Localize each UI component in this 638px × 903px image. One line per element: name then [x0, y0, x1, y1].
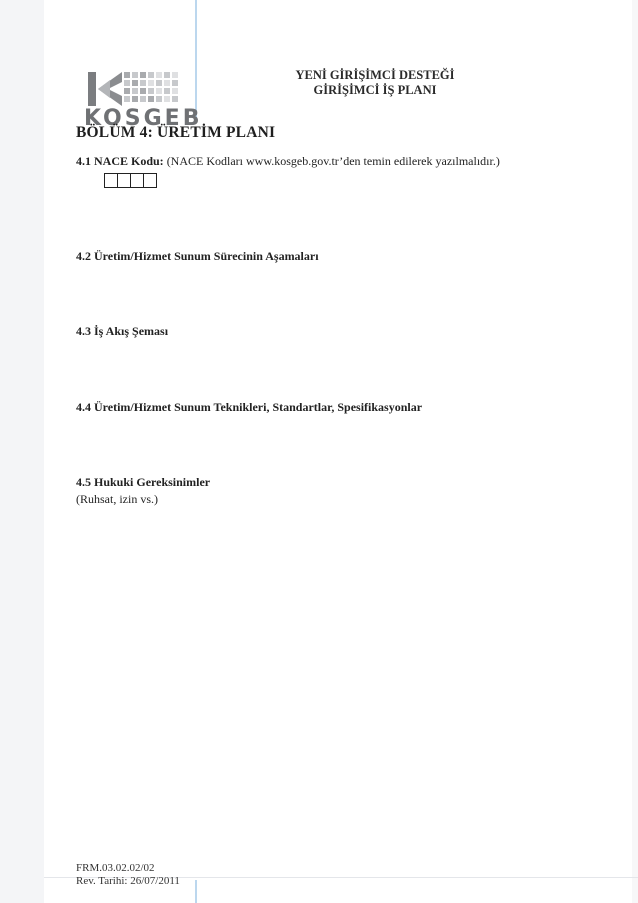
margin-guide-line	[195, 0, 197, 120]
document-title-line1: YENİ GİRİŞİMCİ DESTEĞİ	[295, 68, 455, 82]
kosgeb-logo-mark-icon	[88, 72, 124, 106]
margin-guide-line-bottom	[195, 880, 197, 903]
nace-code-box[interactable]	[143, 173, 157, 188]
footer-form-code: FRM.03.02.02/02	[76, 862, 155, 874]
page-margin-right	[632, 0, 638, 903]
legal-requirements-label: 4.5 Hukuki Gereksinimler	[76, 475, 211, 489]
document-title-line2: GİRİŞİMCİ İŞ PLANI	[313, 83, 437, 97]
techniques-label: 4.4 Üretim/Hizmet Sunum Teknikleri, Standartlar, Spesifikasyonlar	[76, 400, 423, 414]
workflow-chart-heading	[76, 324, 168, 339]
nace-code-boxes[interactable]	[104, 173, 156, 188]
process-stages-heading	[76, 249, 319, 264]
process-stages-label: 4.2 Üretim/Hizmet Sunum Sürecinin Aşamaları	[76, 249, 319, 263]
footer-revision-date: Rev. Tarihi: 26/07/2011	[76, 875, 180, 887]
nace-code-label: 4.1 NACE Kodu:	[76, 154, 164, 168]
nace-code-box[interactable]	[104, 173, 118, 188]
techniques-heading	[76, 400, 422, 415]
kosgeb-logo-wordmark: KOSGEB	[84, 106, 203, 131]
workflow-chart-label: 4.3 İş Akış Şeması	[76, 324, 169, 338]
nace-code-row	[76, 154, 500, 169]
kosgeb-logo-grid-icon	[124, 72, 178, 102]
nace-code-box[interactable]	[130, 173, 144, 188]
page-margin-left	[0, 0, 44, 903]
legal-requirements-note: (Ruhsat, izin vs.)	[76, 492, 158, 506]
legal-requirements-heading	[76, 475, 210, 490]
nace-code-note: (NACE Kodları www.kosgeb.gov.tr’den temin edilerek yazılmalıdır.)	[166, 154, 500, 168]
nace-code-box[interactable]	[117, 173, 131, 188]
section-heading: BÖLÜM 4: ÜRETİM PLANI	[76, 124, 276, 141]
